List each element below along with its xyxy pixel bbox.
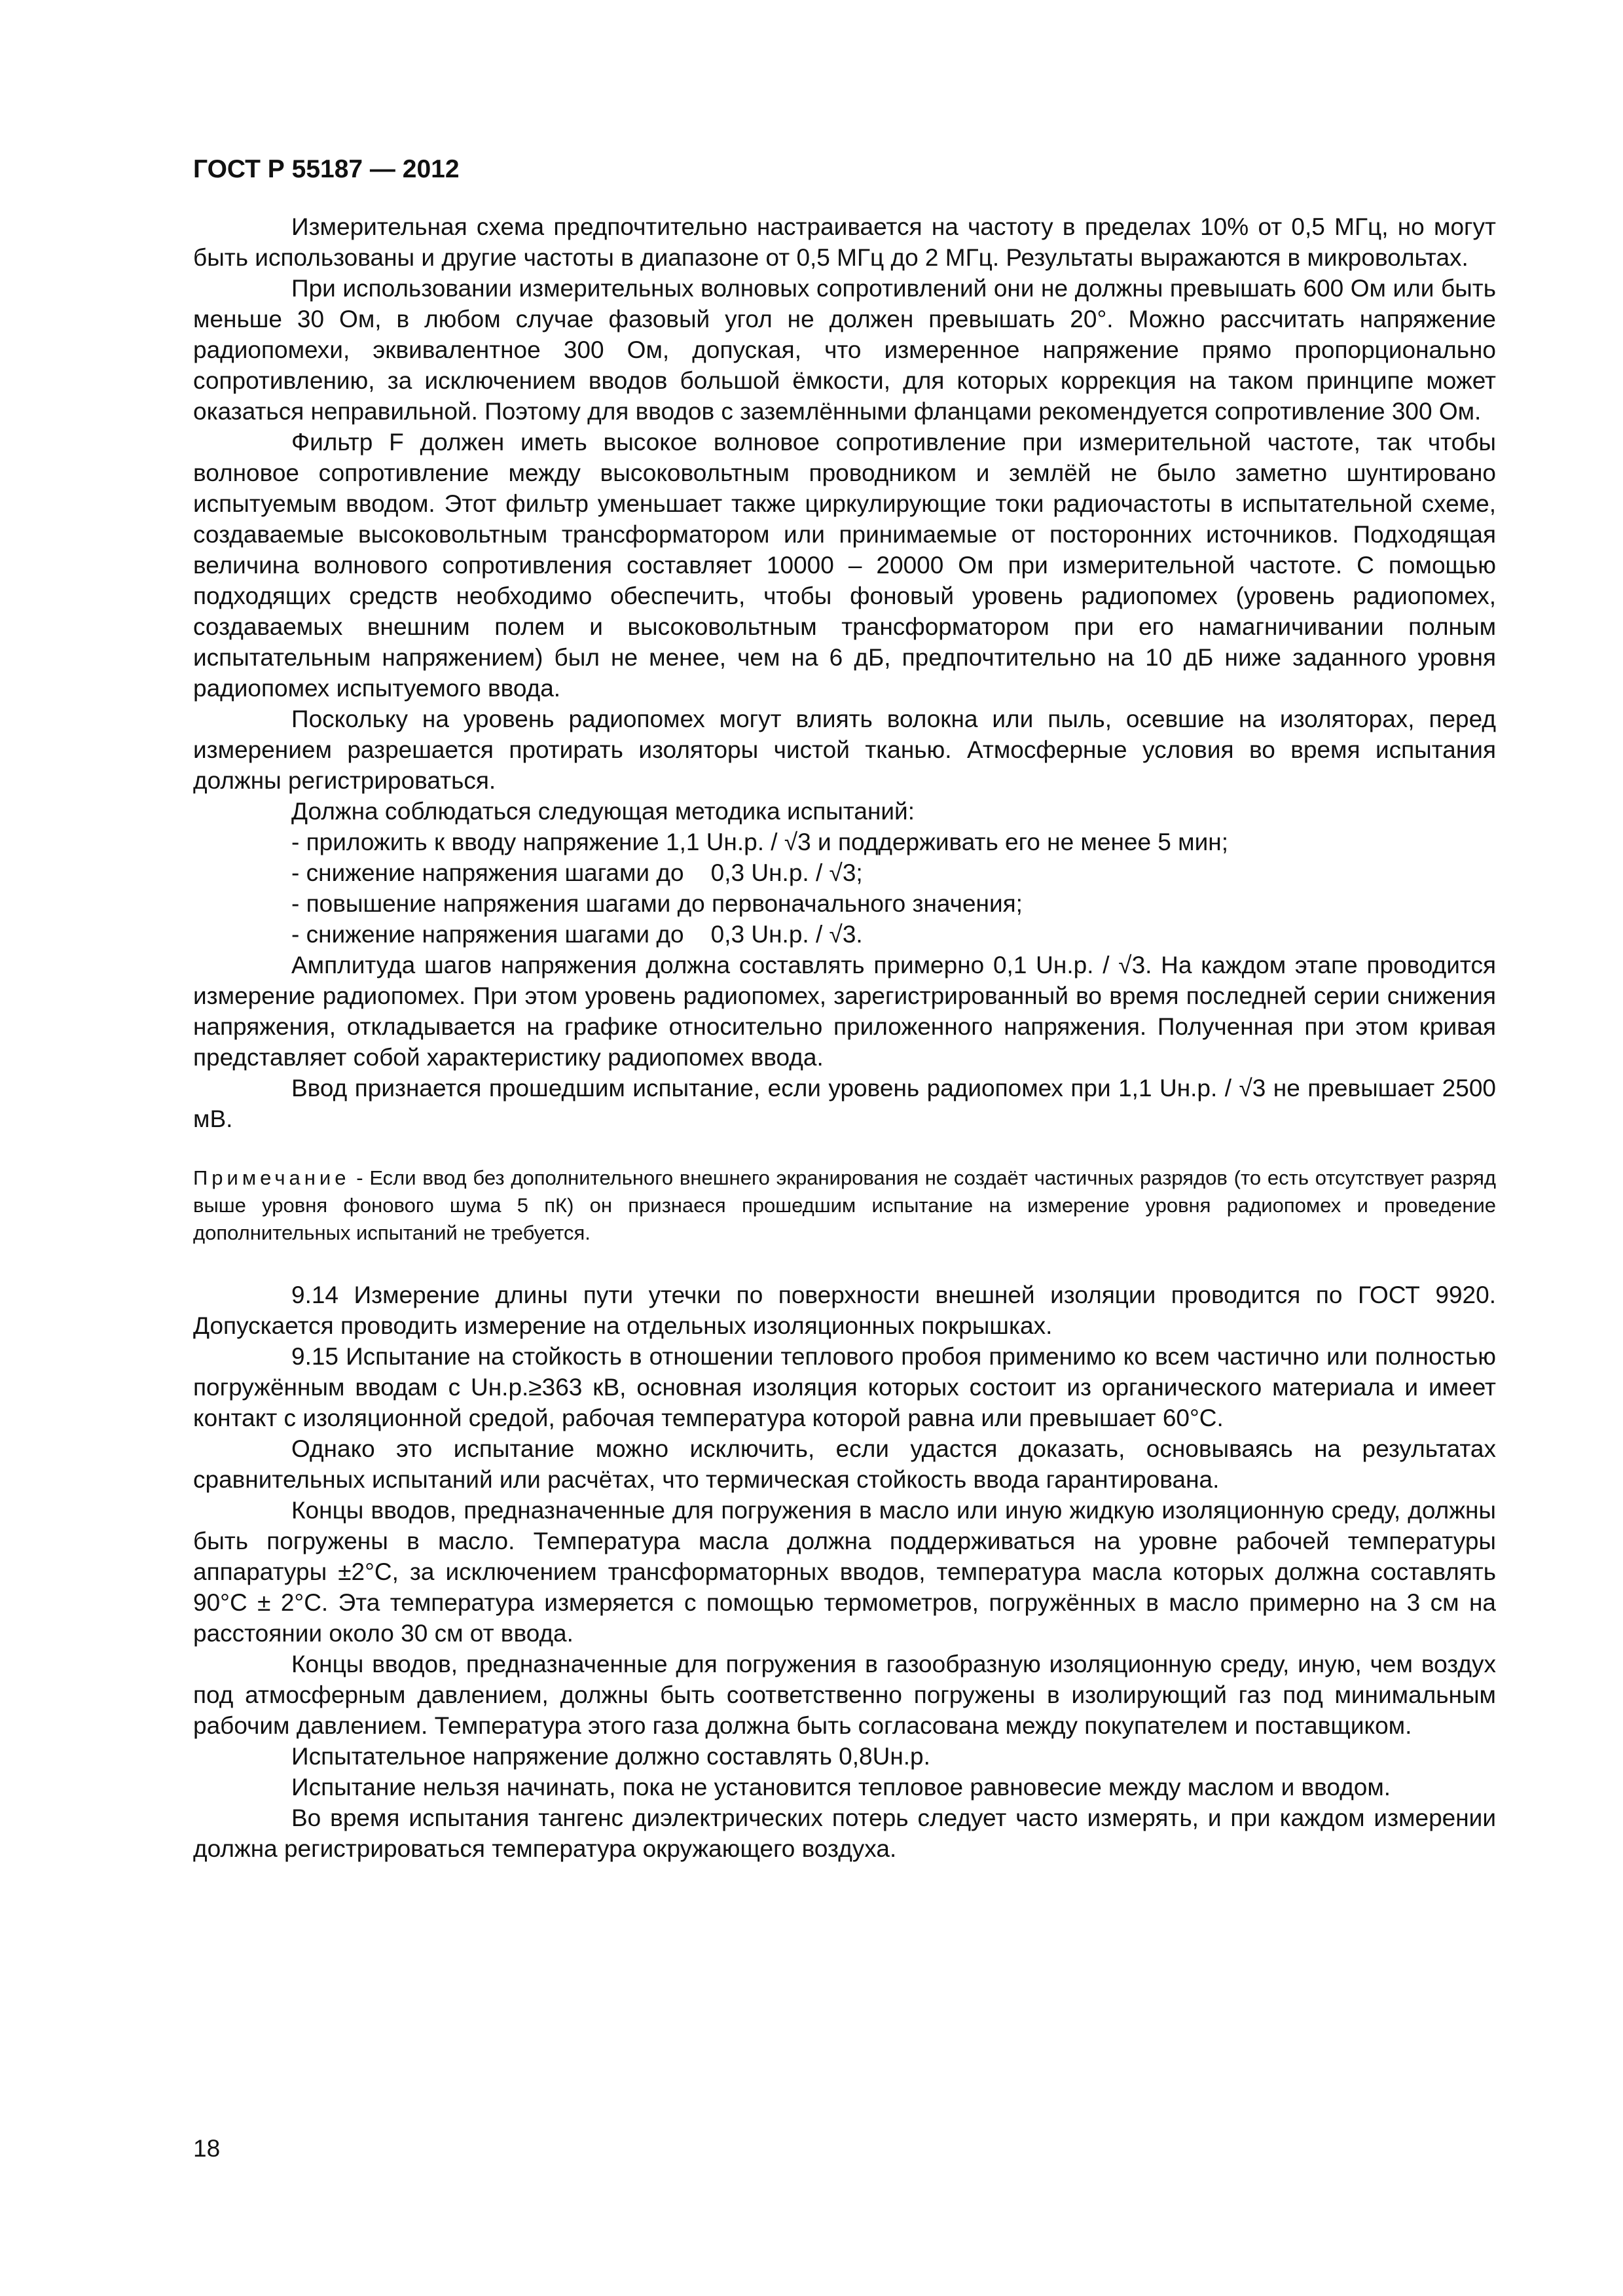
paragraph: Концы вводов, предназначенные для погружения в масло или иную жидкую изоляционную среду, должны быть погружены в масло. Температура масла должна поддерживаться на уровне рабочей температуры аппаратуры ±2°С, за исключением трансформаторных вводов, температура масла которых должна составлять 90°С ± 2°С. Эта температура измеряется с помощью термометров, погружённых в масло примерно на 3 см на расстоянии около 30 см от ввода. [193,1497,1496,1647]
paragraph: Должна соблюдаться следующая методика испытаний: [291,798,915,825]
paragraph: Испытательное напряжение должно составлять 0,8Uн.р. [291,1743,930,1770]
list-item: - снижение напряжения шагами до 0,3 Uн.р. / √3. [291,921,863,948]
paragraph: При использовании измерительных волновых сопротивлений они не должны превышать 600 Ом или быть меньше 30 Ом, в любом случае фазовый угол не должен превышать 20°. Можно рассчитать напряжение радиопомехи, эквивалентное 300 Ом, допуская, что измеренное напряжение прямо пропорционально сопротивлению, за исключением вводов большой ёмкости, для которых коррекция на таком принципе может оказаться неправильной. Поэтому для вводов с заземлёнными фланцами рекомендуется сопротивление 300 Ом. [193,275,1496,425]
paragraph: Амплитуда шагов напряжения должна составлять примерно 0,1 Uн.р. / √3. На каждом этапе проводится измерение радиопомех. При этом уровень радиопомех, зарегистрированный во время последней серии снижения напряжения, откладывается на графике относительно приложенного напряжения. Полученная при этом кривая представляет собой характеристику радиопомех ввода. [193,952,1496,1071]
list-item: - снижение напряжения шагами до 0,3 Uн.р. / √3; [291,859,863,886]
document-header: ГОСТ Р 55187 — 2012 [193,155,460,183]
page-number: 18 [193,2135,221,2162]
list-item: - повышение напряжения шагами до первоначального значения; [291,890,1023,917]
note-label: Примечание [193,1166,350,1189]
note [193,1164,1496,1247]
paragraph: Концы вводов, предназначенные для погружения в газообразную изоляционную среду, иную, чем воздух под атмосферным давлением, должны быть соответственно погружены в изолирующий газ под минимальным рабочим давлением. Температура этого газа должна быть согласована между покупателем и поставщиком. [193,1651,1496,1739]
paragraph: Однако это испытание можно исключить, если удастся доказать, основываясь на результатах сравнительных испытаний или расчётах, что термическая стойкость ввода гарантирована. [193,1435,1496,1493]
list-item: - приложить к вводу напряжение 1,1 Uн.р. / √3 и поддерживать его не менее 5 мин; [291,829,1228,855]
note-text: - Если ввод без дополнительного внешнего экранирования не создаёт частичных разрядов (то есть отсутствует разряд выше уровня фонового шума 5 пК) он признаеся прошедшим испытание на измерение уровня радиопомех и проведение дополнительных испытаний не требуется. [193,1166,1496,1244]
paragraph: Во время испытания тангенс диэлектрических потерь следует часто измерять, и при каждом измерении должна регистрироваться температура окружающего воздуха. [193,1804,1496,1862]
document-page [193,154,1496,1864]
test-procedure-list [193,827,1496,950]
paragraph: 9.14 Измерение длины пути утечки по поверхности внешней изоляции проводится по ГОСТ 9920. Допускается проводить измерение на отдельных изоляционных покрышках. [193,1282,1496,1339]
paragraph: Испытание нельзя начинать, пока не установится тепловое равновесие между маслом и вводом. [291,1774,1391,1801]
paragraph: Фильтр F должен иметь высокое волновое сопротивление при измерительной частоте, так чтобы волновое сопротивление между высоковольтным проводником и землёй не было заметно шунтировано испытуемым вводом. Этот фильтр уменьшает также циркулирующие токи радиочастоты в испытательной схеме, создаваемые высоковольтным трансформатором или принимаемые от посторонних источников. Подходящая величина волнового сопротивления составляет 10000 – 20000 Ом при измерительной частоте. С помощью подходящих средств необходимо обеспечить, чтобы фоновый уровень радиопомех (уровень радиопомех, создаваемых внешним полем и высоковольтным трансформатором при его намагничивании полным испытательным напряжением) был не менее, чем на 6 дБ, предпочтительно на 10 дБ ниже заданного уровня радиопомех испытуемого ввода. [193,429,1496,702]
paragraph: Поскольку на уровень радиопомех могут влиять волокна или пыль, осевшие на изоляторах, перед измерением разрешается протирать изоляторы чистой тканью. Атмосферные условия во время испытания должны регистрироваться. [193,706,1496,794]
paragraph: Ввод признается прошедшим испытание, если уровень радиопомех при 1,1 Uн.р. / √3 не превышает 2500 мВ. [193,1075,1496,1132]
paragraph: Измерительная схема предпочтительно настраивается на частоту в пределах 10% от 0,5 МГц, но могут быть использованы и другие частоты в диапазоне от 0,5 МГц до 2 МГц. Результаты выражаются в микровольтах. [193,213,1496,271]
paragraph: 9.15 Испытание на стойкость в отношении теплового пробоя применимо ко всем частично или полностью погружённым вводам с Uн.р.≥363 кВ, основная изоляция которых состоит из органического материала и имеет контакт с изоляционной средой, рабочая температура которой равна или превышает 60°С. [193,1343,1496,1431]
